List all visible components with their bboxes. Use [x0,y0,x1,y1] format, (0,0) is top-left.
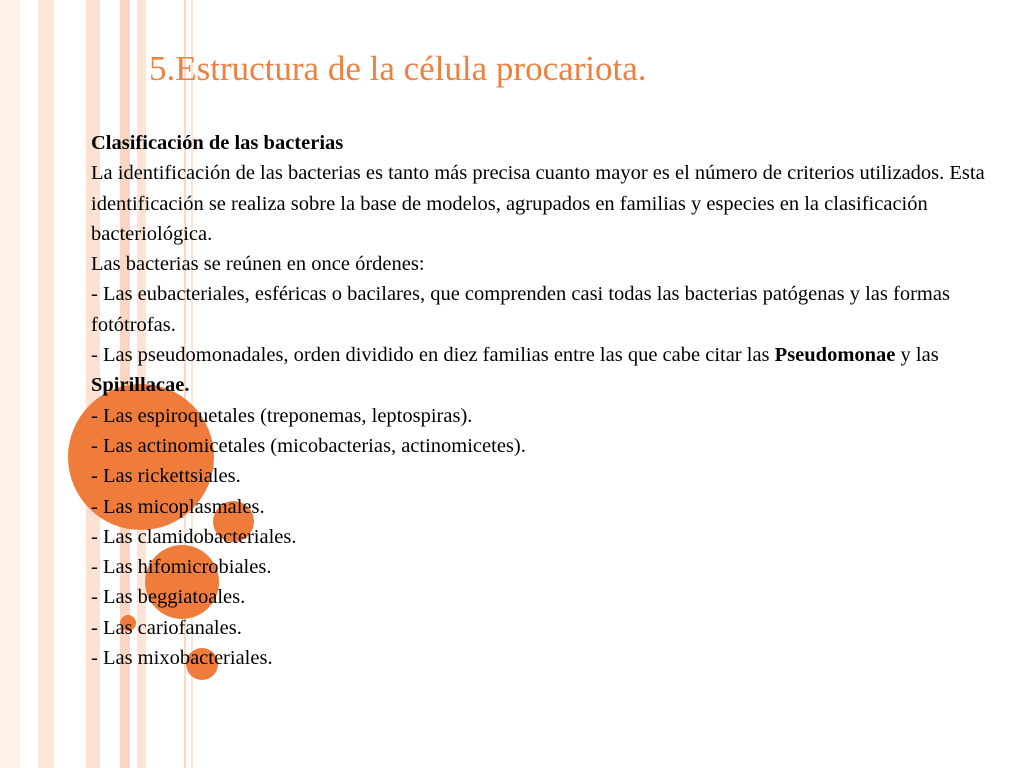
order-item-2 [91,340,991,401]
taxon-pseudomonae: Pseudomonae [774,344,896,367]
decor-stripe-1 [0,0,20,768]
order-item-7: - Las clamidobacteriales. [91,525,297,548]
slide-title: 5.Estructura de la célula procariota. [149,49,647,88]
order-item-8: - Las hifomicrobiales. [91,556,272,579]
order-item-6: - Las micoplasmales. [91,495,265,518]
order-item-1: - Las eubacteriales, esféricas o bacilares, que comprenden casi todas las bacterias patógenas y las formas fotótrofas. [91,283,950,336]
order-item-9: - Las beggiatoales. [91,586,246,609]
order-item-2-text: - Las pseudomonadales, orden dividido en diez familias entre las que cabe citar las [91,344,775,367]
intro-paragraph: La identificación de las bacterias es tanto más precisa cuanto mayor es el número de criterios utilizados. Esta identificación se realiza sobre la base de modelos, agrupados en familias y especies en la clasificación bacteriológica. [91,162,985,245]
taxon-spirillacae: Spirillacae. [91,374,190,397]
order-item-4: - Las actinomicetales (micobacterias, actinomicetes). [91,434,526,457]
orders-intro: Las bacterias se reúnen en once órdenes: [91,253,425,276]
decor-stripe-2 [38,0,54,768]
section-heading: Clasificación de las bacterias [91,132,344,154]
order-item-2-conj: y las [895,344,939,367]
order-item-5: - Las rickettsiales. [91,465,241,488]
order-item-3: - Las espiroquetales (treponemas, leptospiras). [91,404,473,427]
order-item-10: - Las cariofanales. [91,616,242,639]
order-item-11: - Las mixobacteriales. [91,647,273,670]
slide-content [91,128,991,673]
